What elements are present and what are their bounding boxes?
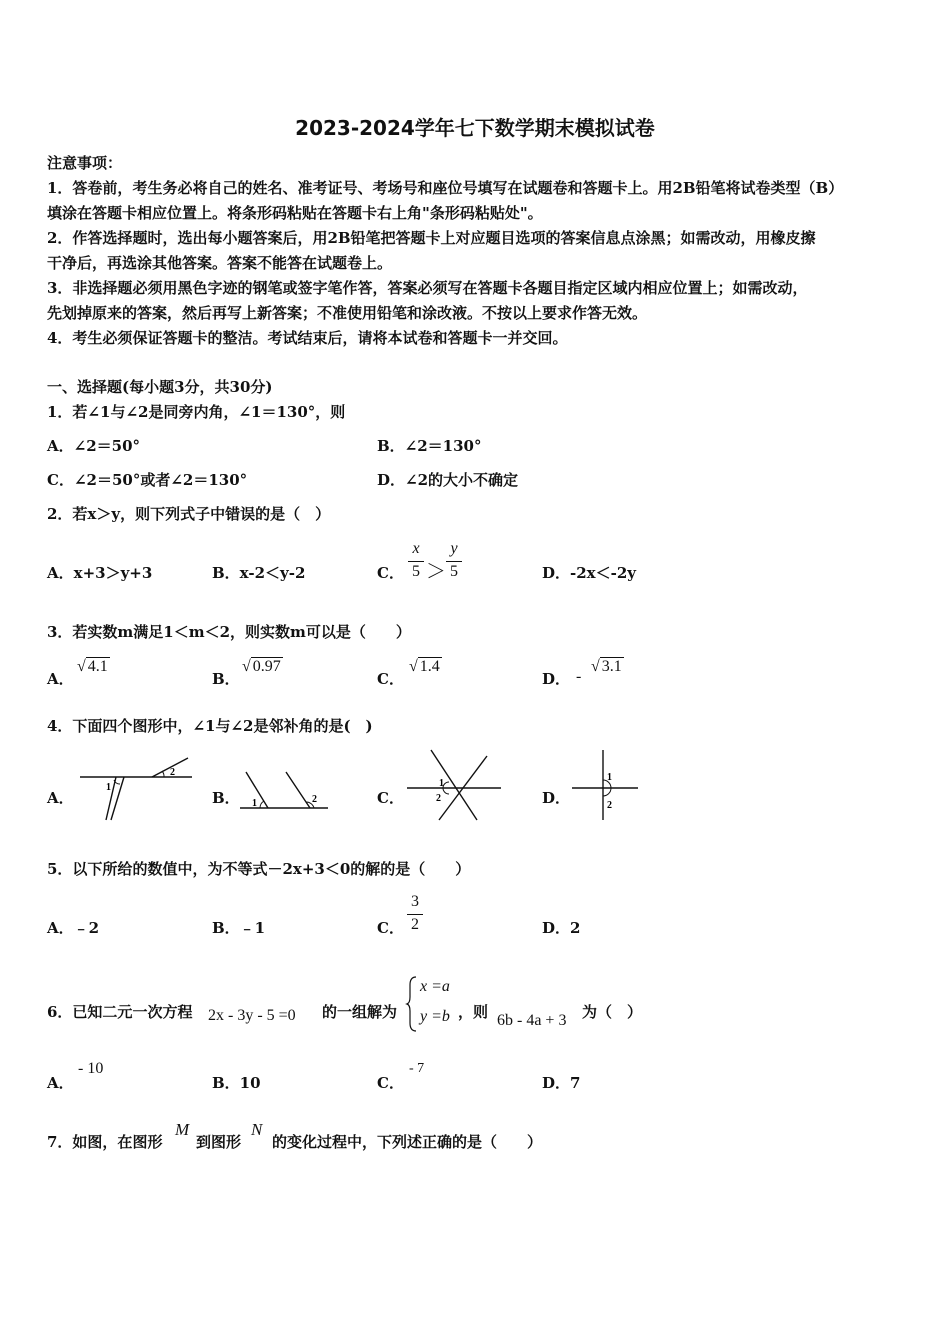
q2-option-d: D．-2x＜-2y bbox=[542, 564, 636, 582]
q4-figure-a bbox=[76, 750, 196, 825]
question-2-stem: 2．若x＞y，则下列式子中错误的是（ ） bbox=[47, 505, 331, 523]
section-heading: 一、选择题(每小题3分，共30分) bbox=[47, 378, 273, 396]
svg-text:1: 1 bbox=[607, 772, 612, 783]
svg-text:2: 2 bbox=[312, 794, 317, 805]
q6-option-a-label: A． bbox=[47, 1074, 74, 1092]
q4-figure-d bbox=[570, 748, 642, 823]
q6-system-line-2: y =b bbox=[420, 1008, 450, 1025]
question-7-stem-pre: 7．如图，在图形 bbox=[47, 1133, 163, 1151]
svg-text:1: 1 bbox=[252, 798, 257, 809]
svg-text:2: 2 bbox=[436, 793, 441, 804]
svg-text:1: 1 bbox=[439, 778, 444, 789]
q7-figure-m: M bbox=[175, 1120, 190, 1139]
q3-option-d-label: D． bbox=[542, 670, 571, 688]
notice-line: 填涂在答题卡相应位置上。将条形码粘贴在答题卡右上角"条形码粘贴处"。 bbox=[47, 204, 543, 222]
q4-option-b-label: B． bbox=[212, 789, 240, 807]
q6-system-brace bbox=[406, 975, 418, 1033]
q6-system-line-1: x =a bbox=[420, 978, 450, 995]
question-3-stem: 3．若实数m满足1＜m＜2，则实数m可以是（ ） bbox=[47, 623, 411, 641]
q2-operator: ＞ bbox=[426, 561, 446, 583]
q4-option-c-label: C． bbox=[377, 789, 404, 807]
q5-option-b: B．﹣1 bbox=[212, 919, 266, 937]
q6-option-c-label: C． bbox=[377, 1074, 404, 1092]
q6-equation: 2x - 3y - 5 =0 bbox=[208, 1007, 296, 1024]
q3-sqrt-b: √ 0.97 bbox=[242, 658, 281, 675]
q2-option-a: A．x+3＞y+3 bbox=[47, 564, 153, 582]
q7-stem-post: 的变化过程中，下列述正确的是（ ） bbox=[272, 1133, 543, 1151]
q6-option-b: B．10 bbox=[212, 1074, 261, 1092]
notice-line: 1．答卷前，考生务必将自己的姓名、准考证号、考场号和座位号填写在试题卷和答题卡上。用2B铅笔将试卷类型（B） bbox=[47, 179, 844, 197]
notice-line: 干净后，再选涂其他答案。答案不能答在试题卷上。 bbox=[47, 254, 393, 272]
svg-text:2: 2 bbox=[607, 800, 612, 811]
q4-figure-b bbox=[238, 768, 333, 818]
question-5-stem: 5．以下所给的数值中，为不等式－2x+3＜0的解的是（ ） bbox=[47, 860, 471, 878]
page-title: 2023-2024学年七下数学期末模拟试卷 bbox=[295, 116, 655, 140]
q3-option-c-label: C． bbox=[377, 670, 404, 688]
q6-option-c-value: - 7 bbox=[409, 1061, 425, 1076]
q2-fraction-y5: y 5 bbox=[445, 540, 463, 583]
q7-stem-mid: 到图形 bbox=[196, 1133, 242, 1151]
q4-figure-c bbox=[405, 748, 505, 823]
notice-line: 2．作答选择题时，选出每小题答案后，用2B铅笔把答题卡上对应题目选项的答案信息点涂黑；如需改动，用橡皮擦 bbox=[47, 229, 816, 247]
q6-expression: 6b - 4a + 3 bbox=[497, 1012, 567, 1029]
q1-option-d: D．∠2的大小不确定 bbox=[377, 471, 519, 489]
notice-line: 4．考生必须保证答题卡的整洁。考试结束后，请将本试卷和答题卡一并交回。 bbox=[47, 329, 568, 347]
q4-option-a-label: A． bbox=[47, 789, 74, 807]
q5-fraction-3-2: 3 2 bbox=[406, 893, 424, 936]
q1-option-b: B．∠2＝130° bbox=[377, 437, 482, 455]
q2-fraction-x5: x 5 bbox=[407, 540, 425, 583]
q6-stem-then: ，则 bbox=[458, 1003, 489, 1021]
q5-option-c-label: C． bbox=[377, 919, 404, 937]
q7-figure-n: N bbox=[251, 1120, 263, 1139]
question-4-stem: 4．下面四个图形中，∠1与∠2是邻补角的是( ) bbox=[47, 717, 373, 735]
q1-option-c: C．∠2＝50°或者∠2＝130° bbox=[47, 471, 248, 489]
q6-stem-post: 为（ ） bbox=[582, 1003, 643, 1021]
svg-text:1: 1 bbox=[106, 782, 111, 793]
q6-option-a-value: - 10 bbox=[78, 1060, 104, 1077]
q3-sqrt-c: √ 1.4 bbox=[409, 658, 440, 675]
q6-stem-mid: 的一组解为 bbox=[322, 1003, 398, 1021]
notice-line: 先划掉原来的答案，然后再写上新答案；不准使用铅笔和涂改液。不按以上要求作答无效。 bbox=[47, 304, 648, 322]
q3-minus-sign: - bbox=[576, 668, 582, 685]
q5-option-d: D．2 bbox=[542, 919, 581, 937]
q3-sqrt-d: √ 3.1 bbox=[591, 658, 622, 675]
notice-heading: 注意事项： bbox=[47, 154, 123, 172]
q3-option-a-label: A． bbox=[47, 670, 74, 688]
q2-option-b: B．x-2＜y-2 bbox=[212, 564, 306, 582]
q6-option-d: D．7 bbox=[542, 1074, 581, 1092]
q2-option-c-label: C． bbox=[377, 564, 404, 582]
svg-text:2: 2 bbox=[170, 767, 175, 778]
question-1-stem: 1．若∠1与∠2是同旁内角，∠1＝130°，则 bbox=[47, 403, 346, 421]
q3-sqrt-a: √ 4.1 bbox=[77, 658, 108, 675]
notice-line: 3．非选择题必须用黑色字迹的钢笔或签字笔作答，答案必须写在答题卡各题目指定区域内相应位置上；如需改动， bbox=[47, 279, 808, 297]
q5-option-a: A．﹣2 bbox=[47, 919, 100, 937]
question-6-stem-pre: 6．已知二元一次方程 bbox=[47, 1003, 193, 1021]
q1-option-a: A．∠2＝50° bbox=[47, 437, 141, 455]
q3-option-b-label: B． bbox=[212, 670, 240, 688]
q4-option-d-label: D． bbox=[542, 789, 571, 807]
